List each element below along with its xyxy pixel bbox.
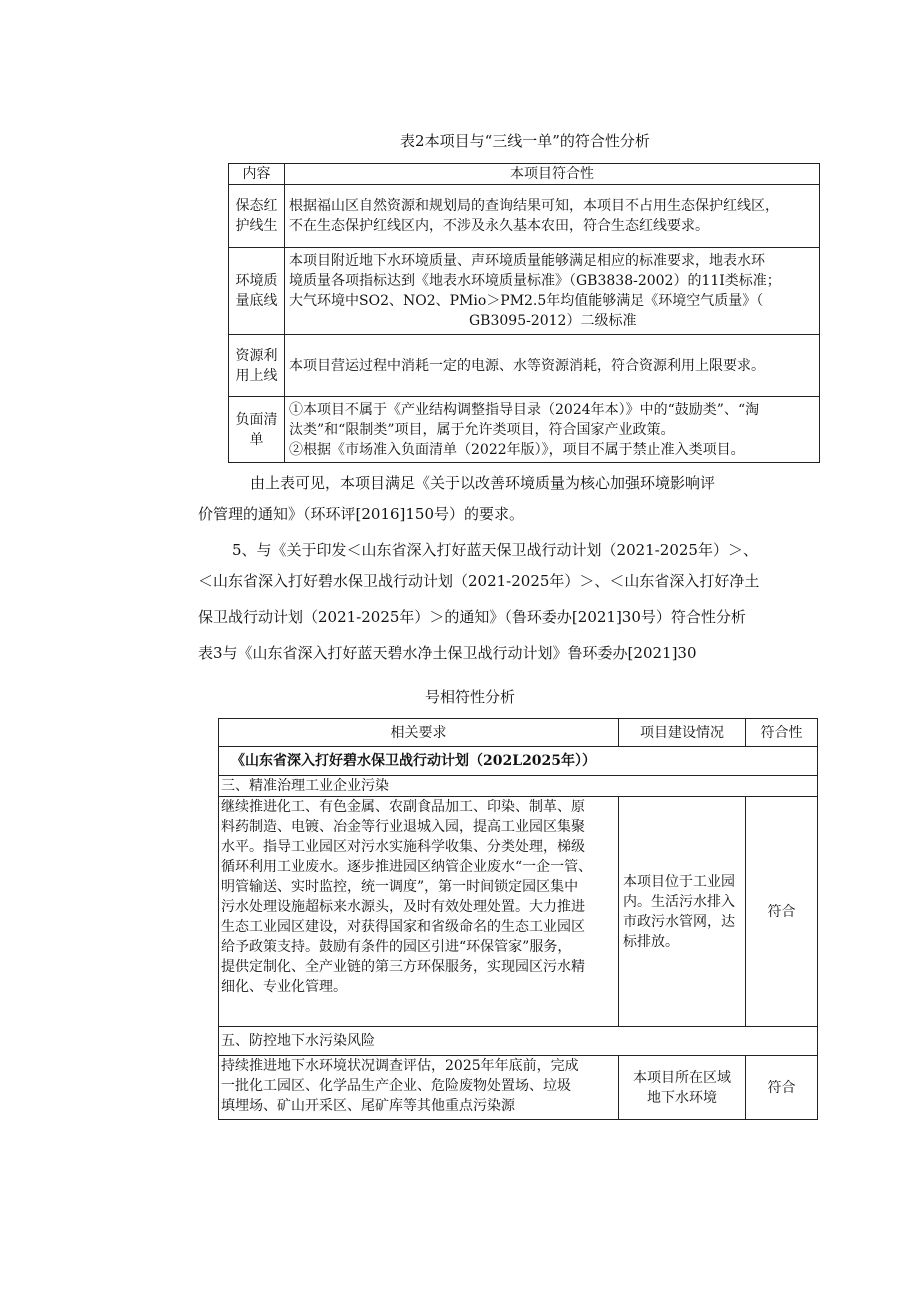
requirement-text: 持续推进地下水环境状况调查评估，2025年年底前，完成 一批化工园区、化学品生产企业、危险废物处置场、垃圾 填埋场、矿山开采区、尾矿库等其他重点污染源 xyxy=(219,1056,619,1120)
paragraph-line: 价管理的通知》（环环评[2016]150号）的要求。 xyxy=(198,505,525,523)
compliance-table-three-lines xyxy=(228,163,820,463)
plan-title: 《山东省深入打好碧水保卫战行动计划（202L2025年）） xyxy=(219,747,818,776)
row-text: 根据福山区自然资源和规划局的查询结果可知，本项目不占用生态保护红线区， 不在生态保护红线区内，不涉及永久基本农田，符合生态红线要求。 xyxy=(285,185,820,248)
paragraph-line: 由上表可见，本项目满足《关于以改善环境质量为核心加强环境影响评 xyxy=(250,474,716,492)
section-heading: 五、防控地下水污染风险 xyxy=(219,1027,818,1056)
compliance-table-action-plan xyxy=(218,718,818,1120)
table-row xyxy=(229,185,820,248)
table3-caption-line1: 表3与《山东省深入打好蓝天碧水净土保卫战行动计划》鲁环委办[2021]30 xyxy=(198,644,697,662)
paragraph-line: ＜山东省深入打好碧水保卫战行动计划（2021-2025年）＞、＜山东省深入打好净土 xyxy=(198,572,760,590)
table3-caption-line2: 号相符性分析 xyxy=(425,688,516,706)
table-row xyxy=(229,248,820,335)
table3-header-situation: 项目建设情况 xyxy=(619,719,746,747)
table-row xyxy=(219,797,818,1027)
table3-header-requirement: 相关要求 xyxy=(219,719,619,747)
row-text: ①本项目不属于《产业结构调整指导目录（2024年本）》中的“鼓励类”、“淘 汰类”和“限制类”项目，属于允许类项目，符合国家产业政策。 ②根据《市场准入负面清单（2022年版）》，项目不属于禁止准入类项目。 xyxy=(285,397,820,463)
row-text: 本项目附近地下水环境质量、声环境质量能够满足相应的标准要求，地表水环 境质量各项指标达到《地表水环境质量标准》（GB3838-2002）的11I类标准； 大气环境中SO2、NO2、PMio＞PM2.5年均值能够满足《环境空气质量》（ GB3095-2012）二级标准 xyxy=(285,248,820,335)
table-row xyxy=(229,335,820,397)
table2-header-compliance: 本项目符合性 xyxy=(285,164,820,185)
table-row xyxy=(219,1056,818,1120)
table2-caption: 表2本项目与“三线一单”的符合性分析 xyxy=(400,132,650,150)
row-text: 本项目营运过程中消耗一定的电源、水等资源消耗，符合资源利用上限要求。 xyxy=(285,335,820,397)
compliance-value: 符合 xyxy=(746,1056,818,1120)
section-heading: 三、精准治理工业企业污染 xyxy=(219,776,818,797)
row-label: 环境质量底线 xyxy=(229,248,285,335)
table2-header-content: 内容 xyxy=(229,164,285,185)
row-label: 资源利用上线 xyxy=(229,335,285,397)
row-label: 负面清单 xyxy=(229,397,285,463)
paragraph-line: 5、与《关于印发＜山东省深入打好蓝天保卫战行动计划（2021-2025年）＞、 xyxy=(232,541,758,559)
table3-header-compliance: 符合性 xyxy=(746,719,818,747)
situation-text: 本项目位于工业园 内。生活污水排入 市政污水管网，达 标排放。 xyxy=(619,797,746,1027)
row-label: 保态红护线生 xyxy=(229,185,285,248)
paragraph-line: 保卫战行动计划（2021-2025年）＞的通知》（鲁环委办[2021]30号）符合性分析 xyxy=(198,608,746,626)
table-row xyxy=(229,397,820,463)
situation-text: 本项目所在区域 地下水环境 xyxy=(619,1056,746,1120)
compliance-value: 符合 xyxy=(746,797,818,1027)
requirement-text: 继续推进化工、有色金属、农副食品加工、印染、制革、原 料药制造、电镀、冶金等行业退城入园，提高工业园区集聚 水平。指导工业园区对污水实施科学收集、分类处理，梯级 循环利用工业废水。逐步推进园区纳管企业废水“一企一管、 明管输送、实时监控，统一调度”，第一时间锁定园区集中 污水处理设施超标来水源头，及时有效处理处置。大力推进 生态工业园区建设，对获得国家和省级命名的生态工业园区 给予政策支持。鼓励有条件的园区引进“环保管家”服务， 提供定制化、全产业链的第三方环保服务，实现园区污水精 细化、专业化管理。 xyxy=(219,797,619,1027)
